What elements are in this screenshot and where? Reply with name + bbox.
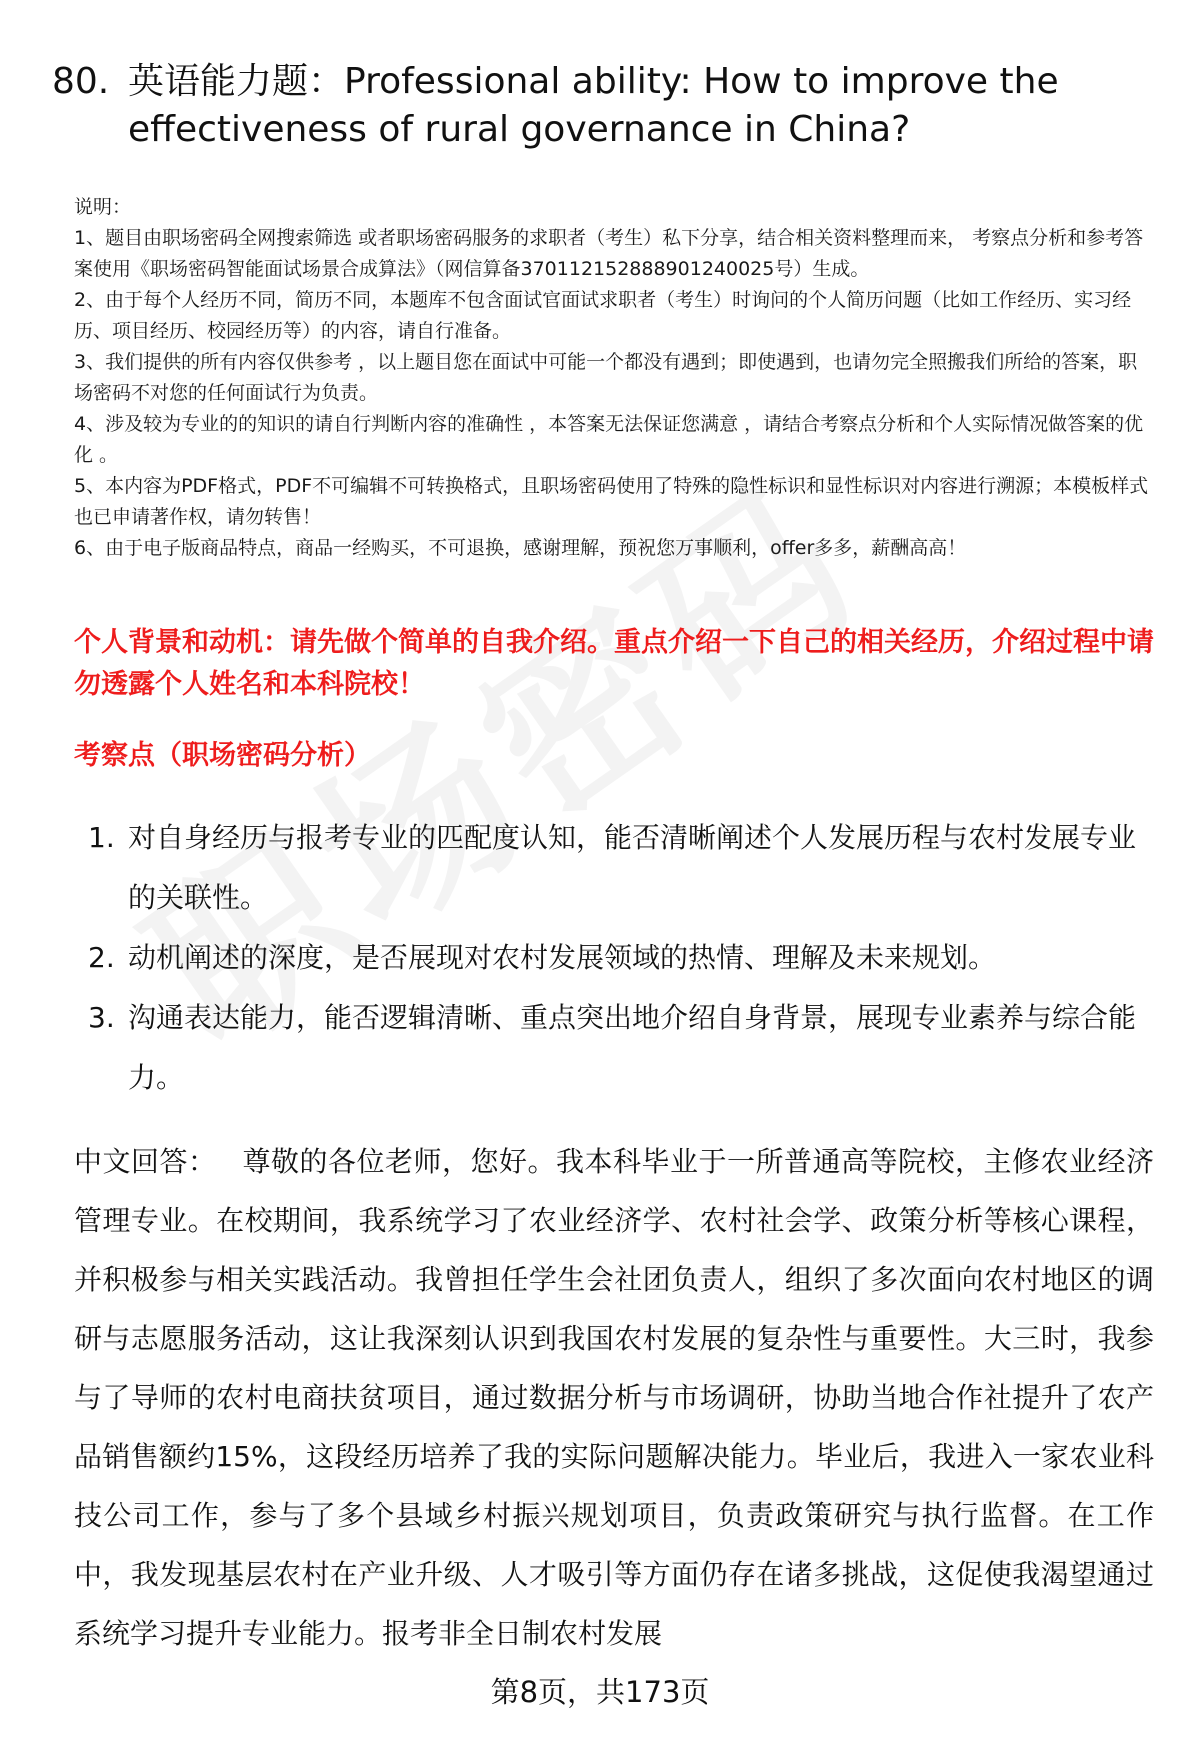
notes-item: 1、题目由职场密码全网搜索筛选 或者职场密码服务的求职者（考生）私下分享，结合相关资料整理而来， 考察点分析和参考答案使用《职场密码智能面试场景合成算法》（网信算备370112152888901240025号）生成。	[74, 227, 1144, 280]
notes-item: 2、由于每个人经历不同，简历不同，本题库不包含面试官面试求职者（考生）时询问的个人简历问题（比如工作经历、实习经历、项目经历、校园经历等）的内容，请自行准备。	[74, 289, 1132, 342]
assessment-points-list	[74, 808, 1154, 1108]
notes-section	[74, 192, 1154, 564]
answer-lead: 中文回答：	[74, 1145, 217, 1178]
list-item-text: 沟通表达能力，能否逻辑清晰、重点突出地介绍自身背景，展现专业素养与综合能力。	[128, 1001, 1137, 1094]
notes-item: 3、我们提供的所有内容仅供参考 ，以上题目您在面试中可能一个都没有遇到；即使遇到，也请勿完全照搬我们所给的答案，职场密码不对您的任何面试行为负责。	[74, 351, 1138, 404]
question-number: 80.	[52, 61, 110, 102]
answer-body: 尊敬的各位老师，您好。我本科毕业于一所普通高等院校，主修农业经济管理专业。在校期间，我系统学习了农业经济学、农村社会学、政策分析等核心课程，并积极参与相关实践活动。我曾担任学生会社团负责人，组织了多次面向农村地区的调研与志愿服务活动，这让我深刻认识到我国农村发展的复杂性与重要性。大三时，我参与了导师的农村电商扶贫项目，通过数据分析与市场调研，协助当地合作社提升了农产品销售额约15%，这段经历培养了我的实际问题解决能力。毕业后，我进入一家农业科技公司工作，参与了多个县域乡村振兴规划项目，负责政策研究与执行监督。在工作中，我发现基层农村在产业升级、人才吸引等方面仍存在诸多挑战，这促使我渴望通过系统学习提升专业能力。报考非全日制农村发展	[74, 1145, 1154, 1650]
section-heading: 个人背景和动机：请先做个简单的自我介绍。重点介绍一下自己的相关经历，介绍过程中请勿透露个人姓名和本科院校！	[74, 627, 1154, 700]
answer-paragraph	[74, 1132, 1154, 1663]
question-text: 英语能力题：Professional ability: How to improve the effectiveness of rural governance in China?	[128, 61, 1059, 150]
list-item-index: 2.	[88, 941, 115, 974]
question-title	[52, 58, 1152, 154]
notes-item: 6、由于电子版商品特点，商品一经购买，不可退换，感谢理解，预祝您万事顺利，offer多多，薪酬高高！	[74, 537, 967, 559]
section-subheading: 考察点（职场密码分析）	[74, 740, 371, 771]
page-footer: 第8页，共173页	[490, 1675, 710, 1709]
list-item	[74, 808, 1154, 928]
notes-item: 5、本内容为PDF格式，PDF不可编辑不可转换格式，且职场密码使用了特殊的隐性标识和显性标识对内容进行溯源；本模板样式也已申请著作权，请勿转售！	[74, 475, 1149, 528]
notes-item: 4、涉及较为专业的的知识的请自行判断内容的准确性 ，本答案无法保证您满意 ，请结合考察点分析和个人实际情况做答案的优化 。	[74, 413, 1144, 466]
list-item-index: 1.	[88, 821, 115, 854]
list-item	[74, 988, 1154, 1108]
notes-heading: 说明：	[74, 196, 132, 218]
list-item-index: 3.	[88, 1001, 115, 1034]
list-item	[74, 928, 1154, 988]
list-item-text: 对自身经历与报考专业的匹配度认知，能否清晰阐述个人发展历程与农村发展专业的关联性。	[128, 821, 1137, 914]
list-item-text: 动机阐述的深度，是否展现对农村发展领域的热情、理解及未来规划。	[128, 941, 997, 974]
